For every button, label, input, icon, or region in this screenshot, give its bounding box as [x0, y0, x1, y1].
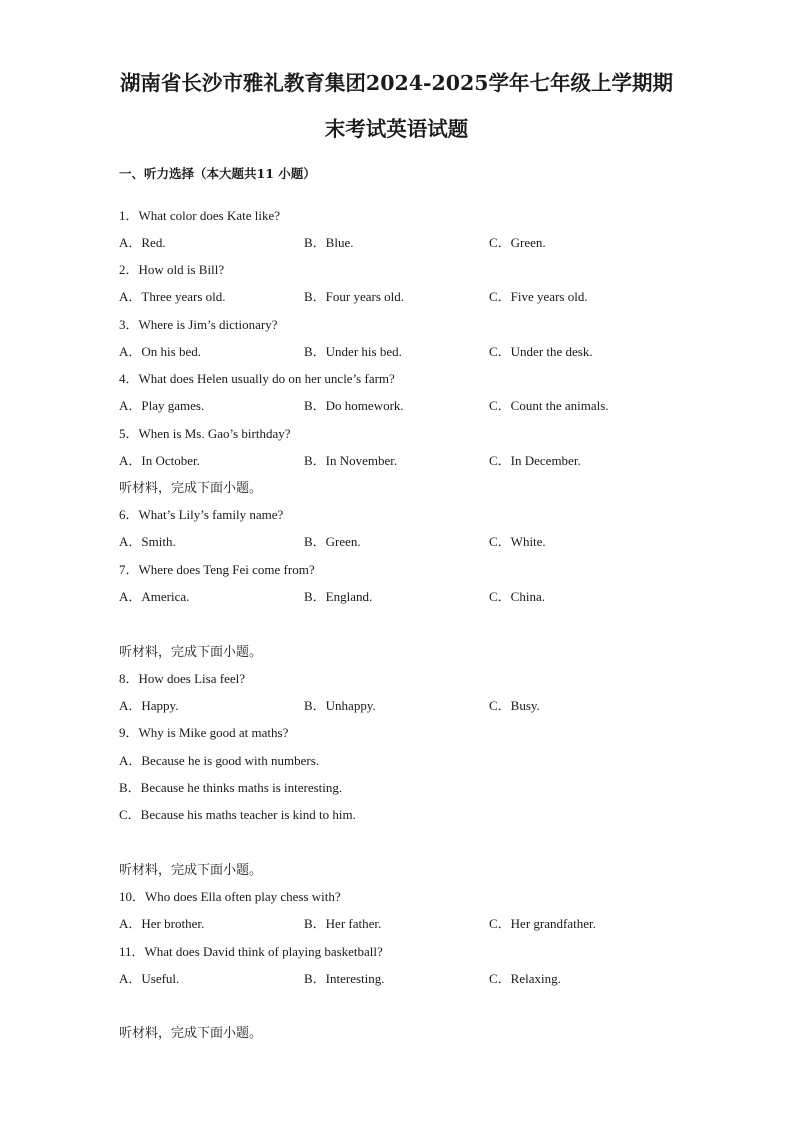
- q2-option-a: A．Three years old.: [119, 289, 226, 304]
- q1-option-a: A．Red.: [119, 235, 166, 250]
- q4-option-b: B．Do homework.: [304, 398, 404, 413]
- q4-option-a: A．Play games.: [119, 398, 205, 413]
- section-heading: 一、听力选择（本大题共11 小题）: [119, 166, 316, 181]
- q1-option-c: C．Green.: [489, 235, 546, 250]
- instruction-1: 听材料，完成下面小题。: [119, 481, 263, 496]
- question-6: 6．What’s Lily’s family name?: [119, 507, 284, 522]
- q3-option-c: C．Under the desk.: [489, 344, 593, 359]
- q9-option-b: B．Because he thinks maths is interesting.: [119, 780, 343, 795]
- q11-option-c: C．Relaxing.: [489, 971, 561, 986]
- q10-option-b: B．Her father.: [304, 916, 382, 931]
- q7-option-a: A．America.: [119, 589, 190, 604]
- instruction-2: 听材料，完成下面小题。: [119, 645, 263, 660]
- q6-option-c: C．White.: [489, 534, 546, 549]
- q3-option-a: A．On his bed.: [119, 344, 201, 359]
- q10-option-c: C．Her grandfather.: [489, 916, 596, 931]
- instruction-4: 听材料，完成下面小题。: [119, 1026, 263, 1041]
- q2-option-b: B．Four years old.: [304, 289, 405, 304]
- question-10: 10．Who does Ella often play chess with?: [119, 889, 341, 904]
- q4-option-c: C．Count the animals.: [489, 398, 609, 413]
- q9-option-c: C．Because his maths teacher is kind to him.: [119, 807, 356, 822]
- q11-option-a: A．Useful.: [119, 971, 180, 986]
- question-4: 4．What does Helen usually do on her uncle’s farm?: [119, 371, 395, 386]
- q6-option-b: B．Green.: [304, 534, 361, 549]
- question-7: 7．Where does Teng Fei come from?: [119, 562, 315, 577]
- title-line-2: 末考试英语试题: [324, 117, 469, 141]
- instruction-3: 听材料，完成下面小题。: [119, 863, 263, 878]
- q8-option-b: B．Unhappy.: [304, 698, 376, 713]
- q2-option-c: C．Five years old.: [489, 289, 588, 304]
- q3-option-b: B．Under his bed.: [304, 344, 402, 359]
- q10-option-a: A．Her brother.: [119, 916, 205, 931]
- question-5: 5．When is Ms. Gao’s birthday?: [119, 426, 291, 441]
- q1-option-b: B．Blue.: [304, 235, 354, 250]
- question-8: 8．How does Lisa feel?: [119, 671, 245, 686]
- question-2: 2．How old is Bill?: [119, 262, 225, 277]
- q11-option-b: B．Interesting.: [304, 971, 385, 986]
- q6-option-a: A．Smith.: [119, 534, 176, 549]
- question-11: 11．What does David think of playing basketball?: [119, 944, 383, 959]
- q7-option-c: C．China.: [489, 589, 545, 604]
- question-3: 3．Where is Jim’s dictionary?: [119, 317, 278, 332]
- q7-option-b: B．England.: [304, 589, 373, 604]
- question-1: 1．What color does Kate like?: [119, 208, 280, 223]
- title-line-1: 湖南省长沙市雅礼教育集团2024-2025学年七年级上学期期: [119, 71, 674, 95]
- q8-option-c: C．Busy.: [489, 698, 540, 713]
- q9-option-a: A．Because he is good with numbers.: [119, 753, 320, 768]
- q5-option-a: A．In October.: [119, 453, 200, 468]
- q5-option-b: B．In November.: [304, 453, 398, 468]
- question-9: 9．Why is Mike good at maths?: [119, 725, 289, 740]
- q8-option-a: A．Happy.: [119, 698, 179, 713]
- q5-option-c: C．In December.: [489, 453, 581, 468]
